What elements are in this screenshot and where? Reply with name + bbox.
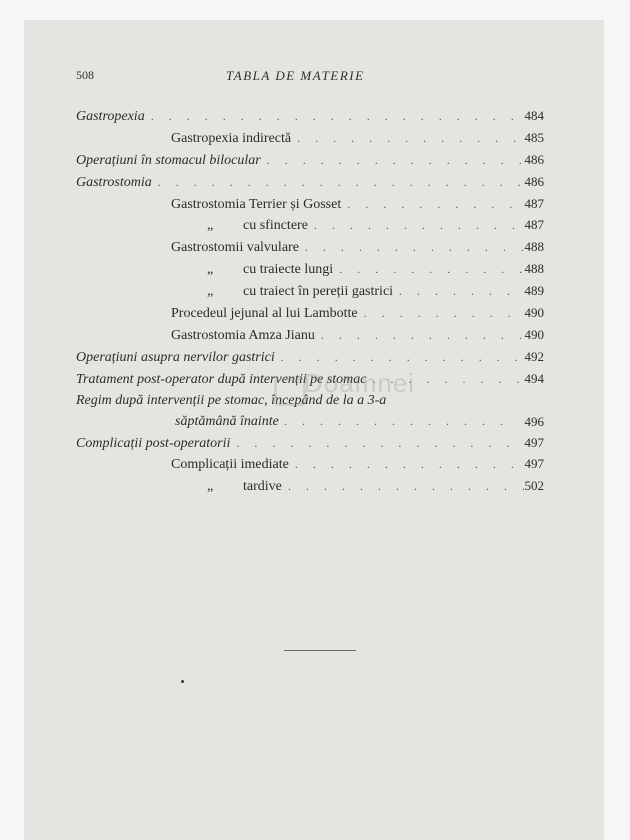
watermark-logo-icon <box>274 378 306 406</box>
toc-entry <box>76 346 544 368</box>
toc-page-number: 487 <box>524 195 544 211</box>
toc-page-number: 486 <box>524 173 544 189</box>
leader-dots <box>291 128 524 150</box>
toc-page-number: 496 <box>524 413 544 429</box>
toc-page-number: 492 <box>524 348 544 364</box>
end-rule <box>284 650 356 651</box>
toc-entry-text: Regim după intervenții pe stomac, începând de la a 3-a <box>76 392 387 408</box>
toc-entry <box>76 149 544 171</box>
toc-entry <box>76 302 544 324</box>
toc-entry-text: Complicații post-operatorii <box>76 435 231 451</box>
leader-dots <box>333 259 524 281</box>
toc-page-number: 494 <box>524 370 544 386</box>
toc-entry <box>76 280 544 302</box>
toc-entry-label <box>76 106 145 128</box>
leader-dots <box>230 433 524 455</box>
toc-entry <box>76 432 544 454</box>
toc-page-number: 486 <box>524 151 544 167</box>
watermark: Doamnei <box>304 368 416 398</box>
toc-entry-label <box>207 476 282 498</box>
toc-entry-text: Gastrostomii valvulare <box>171 240 299 256</box>
toc-entry <box>76 453 544 475</box>
toc-entry-text: Operațiuni în stomacul bilocular <box>76 152 261 168</box>
toc-entry <box>76 258 544 280</box>
page-number: 508 <box>76 68 94 82</box>
toc-page-number: 485 <box>524 129 544 145</box>
toc-entry-label <box>76 172 152 194</box>
leader-dots <box>308 215 525 237</box>
ditto-mark: „ <box>207 284 214 300</box>
toc-entry-text: Gastrostomia <box>76 174 152 190</box>
toc-entry-text-continued: săptămână înainte <box>175 413 279 429</box>
leader-dots <box>145 106 525 128</box>
toc-entry-text: Gastrostomia Terrier și Gosset <box>171 196 342 212</box>
toc-entry <box>76 236 544 258</box>
toc-page-number: 488 <box>524 239 544 255</box>
toc-entry-text: cu traiect în pereții gastrici <box>243 284 394 300</box>
toc-entry-label <box>76 433 230 455</box>
ditto-mark: „ <box>207 479 214 495</box>
toc-entry-label <box>171 303 358 325</box>
toc-entry-label <box>171 454 289 476</box>
toc-entry-text: cu traiecte lungi <box>243 262 334 278</box>
toc-entry-text: Gastropexia <box>76 109 145 124</box>
toc-entry <box>76 214 544 236</box>
toc-entry-text: Tratament post-operator după intervenții pe stomac <box>76 371 367 387</box>
ink-speck <box>181 680 184 683</box>
toc-page-number: 490 <box>524 305 544 321</box>
ditto-mark: „ <box>207 218 214 234</box>
leader-dots <box>275 347 525 369</box>
toc-entry-text: Gastropexia indirectă <box>171 130 292 146</box>
leader-dots <box>266 411 512 432</box>
toc-page-number: 490 <box>524 326 544 342</box>
leader-dots <box>299 237 525 259</box>
toc-page-number: 488 <box>524 261 544 277</box>
toc-entry-label <box>171 194 341 216</box>
toc-entry-label <box>171 237 299 259</box>
toc-page-number: 502 <box>524 478 544 494</box>
leader-dots <box>261 150 525 172</box>
toc-entry-text: cu sfinctere <box>243 218 308 234</box>
leader-dots <box>289 454 525 476</box>
toc-page-number: 489 <box>524 283 544 299</box>
toc-entry <box>76 105 544 127</box>
toc-entry-text: tardive <box>243 479 282 495</box>
leader-dots <box>358 303 525 325</box>
toc-entry <box>76 193 544 215</box>
leader-dots <box>315 325 525 347</box>
toc-page-number: 497 <box>524 434 544 450</box>
toc-entry <box>76 324 544 346</box>
toc-entry-label <box>207 215 308 237</box>
ditto-mark: „ <box>207 262 214 278</box>
toc-entry-label <box>207 281 393 303</box>
toc-page-number: 487 <box>524 217 544 233</box>
toc-entry <box>76 171 544 193</box>
toc-entry-text: Gastrostomia Amza Jianu <box>171 327 315 343</box>
leader-dots <box>282 476 525 498</box>
leader-dots <box>152 172 525 194</box>
toc-entry-text: Procedeul jejunal al lui Lambotte <box>171 306 358 322</box>
toc-entry-text: Complicații imediate <box>171 457 289 473</box>
toc-entry-label <box>207 259 333 281</box>
toc-entry <box>76 127 544 149</box>
leader-dots <box>393 281 524 303</box>
toc-entry-label <box>171 128 291 150</box>
toc-entry-label <box>76 347 275 369</box>
toc-entry-label <box>76 150 261 172</box>
toc-entry <box>76 475 544 497</box>
leader-dots <box>341 194 524 216</box>
table-of-contents <box>76 105 544 497</box>
book-page <box>24 20 604 840</box>
page-title: TABLA DE MATERIE <box>226 68 365 83</box>
toc-entry-label <box>171 325 315 347</box>
toc-page-number: 484 <box>524 108 544 123</box>
toc-page-number: 497 <box>524 456 544 472</box>
toc-entry-text: Operațiuni asupra nervilor gastrici <box>76 349 275 365</box>
